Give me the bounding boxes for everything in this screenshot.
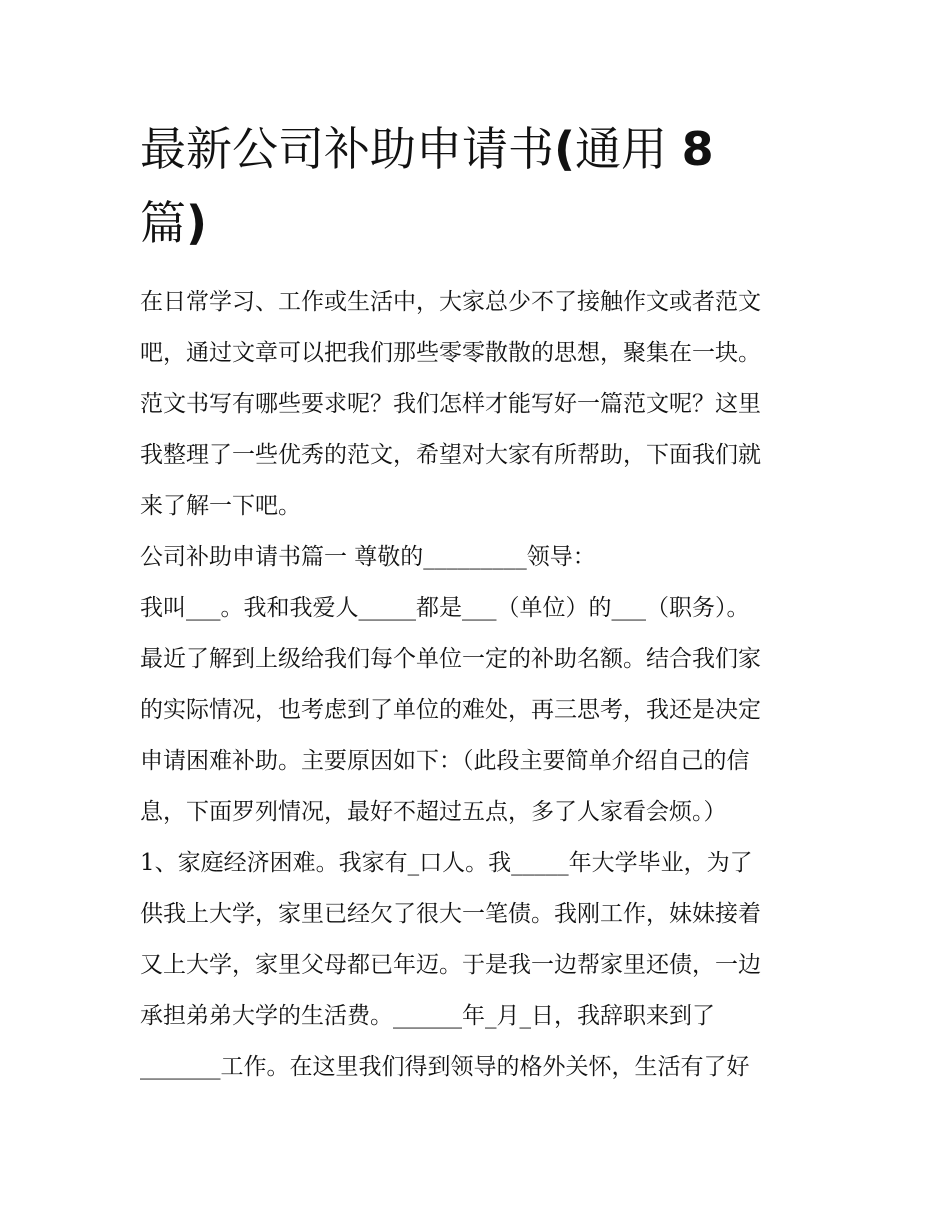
text-line: 来了解一下吧。 [140,493,301,519]
text-line: 在日常学习、工作或生活中，大家总少不了接触作文或者范文 [140,289,761,315]
document-body [140,277,830,1093]
text-line: 我叫___。我和我爱人_____都是___（单位）的___（职务）。 [140,595,750,621]
text-line: 的实际情况，也考虑到了单位的难处，再三思考，我还是决定 [140,697,761,723]
title-paren-open: ( [554,122,576,176]
text-line: 公司补助申请书篇一 尊敬的_________领导： [140,544,596,570]
text-line: 申请困难补助。主要原因如下：（此段主要简单介绍自己的信 [140,748,750,774]
text-line: 供我上大学，家里已经欠了很大一笔债。我刚工作，妹妹接着 [140,901,761,927]
text-line: 最近了解到上级给我们每个单位一定的补助名额。结合我们家 [140,646,761,672]
text-line: 1、家庭经济困难。我家有_口人。我_____年大学毕业，为了 [140,850,753,876]
title-text-part: 篇 [140,196,186,250]
title-text-part: 通用 [575,122,668,176]
text-line: 我整理了一些优秀的范文，希望对大家有所帮助，下面我们就 [140,442,761,468]
text-line: 息，下面罗列情况，最好不超过五点，多了人家看会烦。） [140,799,727,825]
text-line: 吧，通过文章可以把我们那些零零散散的思想，聚集在一块。 [140,340,761,366]
text-line: _______工作。在这里我们得到领导的格外关怀，生活有了好 [140,1054,750,1080]
text-line: 承担弟弟大学的生活费。______年_月_日，我辞职来到了 [140,1003,715,1029]
title-number: 8 [681,122,714,176]
text-line: 又上大学，家里父母都已年迈。于是我一边帮家里还债，一边 [140,952,761,978]
title-text-part: 最新公司补助申请书 [140,122,554,176]
title-paren-close: ) [186,196,208,250]
document-title [140,112,820,260]
text-line: 范文书写有哪些要求呢？我们怎样才能写好一篇范文呢？这里 [140,391,761,417]
